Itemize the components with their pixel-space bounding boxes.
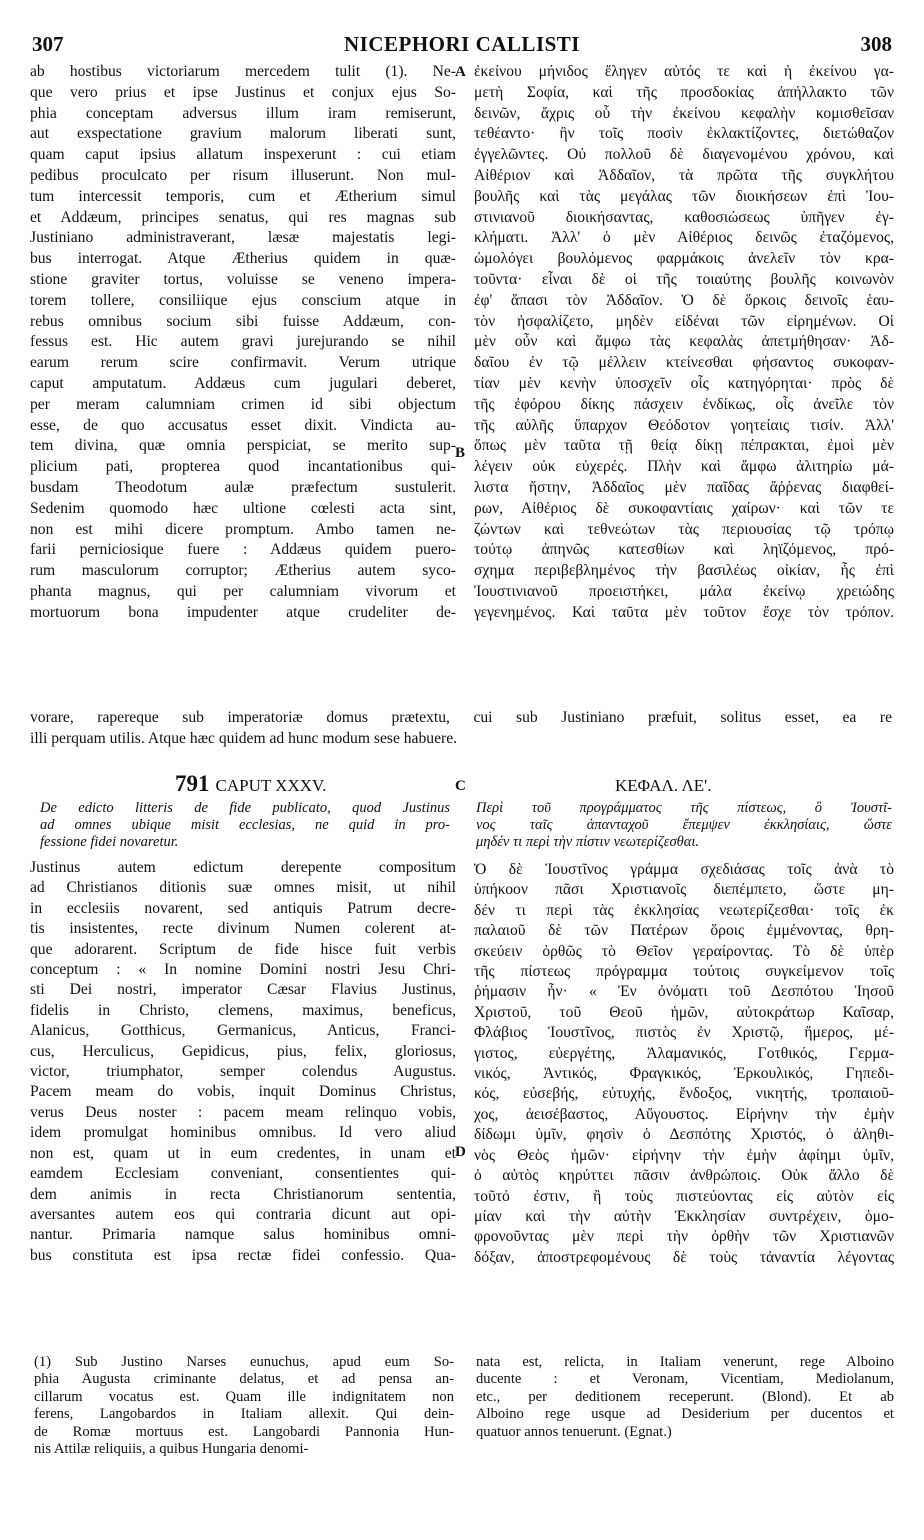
text-line: sti Dei nostri, imperator Cæsar Flavius Justinus,: [30, 981, 456, 999]
margin-letter-c: C: [455, 778, 466, 794]
text-line: βουλῆς καὶ τὰς μεγάλας τῶν διοικήσεων ἐπὶ Ἰου-: [474, 187, 894, 205]
text-line: ad Christianos ditionis suæ omnes misit, ut nihil: [30, 879, 456, 897]
text-line: busdam Theodotum aulæ præfectum sustulerit.: [30, 478, 456, 496]
text-line: Ἰουστινιανοῦ προειστήκει, μάλα ἐκείνῳ χρειώδης: [474, 582, 894, 600]
text-line: idem promulgat hominibus omnibus. Id vero aliud: [30, 1124, 456, 1142]
column-number: 791: [175, 771, 210, 796]
text-line: ἐκείνου μήνιδος ἔληγεν αὐτός τε καὶ ἡ ἐκείνου γα-: [474, 63, 894, 80]
margin-letter-b: B: [455, 445, 466, 461]
latin-column-upper: [30, 62, 456, 624]
text-line: κλήματι. Ἀλλ' ὁ μὲν Αἰθέριος δεινῶς ἐταζόμενος,: [474, 229, 894, 247]
text-line: pedibus proculcato per risum illuserunt. Non mul-: [30, 166, 456, 184]
text-line: ab hostibus victoriarum mercedem tulit (1). Ne-: [30, 63, 456, 80]
footnote-right: [476, 1354, 894, 1441]
text-line: earum rerum scire confirmavit. Verum utrique: [30, 354, 456, 372]
text-line: τούτῳ ἀπηνῶς κατεσθίων καὶ ληϊζόμενος, πρό-: [474, 541, 894, 559]
page-header: [26, 32, 898, 58]
text-line: in ecclesiis novarent, sed antiquis Patrum decre-: [30, 899, 456, 917]
text-line: τοῦτό ἐστιν, ἢ τοὺς πιστεύοντας εἰς αὐτὸν εἰς: [474, 1187, 894, 1205]
text-line: vorare, rapereque sub imperatoriæ domus prætextu, cui sub Justiniano præfuit, solitus esset, ea re: [30, 709, 892, 726]
text-line: non est mihi dicere promptum. Ambo tamen ne-: [30, 520, 456, 538]
footnote-line: quatuor annos tenuerunt. (Egnat.): [476, 1423, 672, 1440]
text-line: plicium pati, propterea quod incantationibus qui-: [30, 458, 456, 476]
text-line: δαῖου ἐν τῷ μέλλειν κτείνεσθαι φήσαντος συκοφαν-: [474, 354, 894, 372]
text-line: fessus est. Hic autem gravi jurejurando se nihil: [30, 333, 456, 351]
footnote-line: cillarum vocatus est. Quam ille indignitatem non: [34, 1388, 454, 1405]
text-line: quam caput ipsius allatum inspexerunt : cui etiam: [30, 146, 456, 164]
text-line: τεθέαντο· ἣν τοῖς ποσὶν ἐκλακτίζοντες, διετώθαζον: [474, 125, 894, 143]
text-line: γιστος, εὐεργέτης, Ἀλαμανικός, Γοτθικός, Γερμα-: [474, 1044, 894, 1062]
text-line: Alanicus, Gotthicus, Germanicus, Anticus, Franci-: [30, 1022, 456, 1040]
full-width-text: [30, 708, 892, 750]
text-line: γεγενημένος. Καὶ ταῦτα μὲν τοῦτον ἔσχε τὸν τρόπον.: [474, 603, 894, 621]
subtitle-line: νος ταῖς ἁπανταχοῦ ἔπεμψεν ἐκκλησίαις, ὥστε: [476, 817, 892, 833]
text-line: phanta magnus, qui per calumniam vivorum et: [30, 582, 456, 600]
text-line: non est, quam ut in eum credentes, in unam et: [30, 1144, 456, 1162]
text-line: ἐφ' ἅπασι τὸν Ἀδδαῖον. Ὁ δὲ ὅρκοις δεινοῖς ἑαυ-: [474, 291, 894, 309]
text-line: caput amputatum. Addæus cum jugulari deberet,: [30, 374, 456, 392]
greek-column-upper: [474, 62, 894, 624]
text-line: τῆς αὐλῆς ὕπαρχον Θεόδοτον γοητείαις τισίν. Ἀλλ': [474, 416, 894, 434]
text-line: παλαιοῦ δὲ τῶν Πατέρων ὅροις ἐμμένοντας, θρη-: [474, 922, 894, 940]
subtitle-line: Περὶ τοῦ προγράμματος τῆς πίστεως, ὃ Ἰουστῖ-: [476, 800, 892, 816]
margin-letter-d: D: [455, 1144, 466, 1160]
caput-heading: CAPUT XXXV.: [215, 776, 327, 795]
text-line: Ὁ δὲ Ἰουστῖνος γράμμα σχεδιάσας τοῖς ἀνὰ τὸ: [474, 861, 894, 878]
text-line: rum masculorum corruptor; Ætherius autem syco-: [30, 562, 456, 580]
text-line: bus interrogat. Atque Ætherius quidem in quæ-: [30, 250, 456, 268]
text-line: τὸν ἠσφαλίζετο, μηδὲν εἰδέναι τῶν εἰρημένων. Οἱ: [474, 312, 894, 330]
text-line: farii perniciosique fuere : Addæus quidem puero-: [30, 541, 456, 559]
subtitle-line: fessione fidei novaretur.: [40, 834, 179, 850]
text-line: stione graviter tortus, voluisse se veneno impera-: [30, 270, 456, 288]
latin-chapter-heading: [175, 771, 326, 797]
latin-chapter-subtitle: [40, 800, 450, 851]
text-line: et Addæum, principes senatus, qui res magnas sub: [30, 208, 456, 226]
footnote-line: de Romæ mortuus est. Langobardi Pannonia Hun-: [34, 1423, 454, 1440]
footnote-line: nata est, relicta, in Italiam venerunt, rege Alboino: [476, 1354, 894, 1370]
text-line: Sedenim quomodo hæc ultione cœlesti acta sint,: [30, 499, 456, 517]
text-line: ὁ αὐτὸς κηρύττει πᾶσιν ἀνθρώποις. Οὐκ ἄλλο δὲ: [474, 1167, 894, 1185]
text-line: Αἰθέριον καὶ Ἀδδαῖον, τὰ πρῶτα τῆς συγκλήτου: [474, 166, 894, 184]
text-line: νικός, Ἀντικός, Φραγκικός, Ἐρκουλικός, Γηπεδι-: [474, 1065, 894, 1083]
text-line: ὑπήκοον πᾶσι Χριστιανοῖς διεπέμπετο, ὥστε μη-: [474, 881, 894, 899]
text-line: per meram calumniam crimen id sibi objectum: [30, 395, 456, 413]
text-line: ἐγγελῶντες. Οὐ πολλοῦ δὲ διαγενομένου χρόνου, καὶ: [474, 146, 894, 164]
page-number-left: 307: [32, 32, 64, 56]
text-line: φρονοῦντας μὲν περὶ τὴν ὀρθὴν τῶν Χριστιανῶν: [474, 1228, 894, 1246]
text-line: μὲν οὖν καὶ ἄμφω τὰς κεφαλὰς ἀπετμήθησαν· Ἀδ-: [474, 333, 894, 351]
text-line: λέγειν οὐκ εὐχερές. Πλὴν καὶ ἄμφω ἀλιτηρίω μά-: [474, 458, 894, 476]
text-line: esse, de quo accusatus esset dixit. Vindicta au-: [30, 416, 456, 434]
text-line: victor, triumphator, semper colendus Augustus.: [30, 1063, 456, 1081]
footnote-line: etc., per deditionem receperunt. (Blond). Et ab: [476, 1388, 894, 1405]
text-line: μετὴ Σοφία, καὶ τῆς προσδοκίας ἀπήλλακτο τῶν: [474, 83, 894, 101]
page-number-right: 308: [860, 32, 892, 56]
footnote-line: (1) Sub Justino Narses eunuchus, apud eum So-: [34, 1354, 454, 1370]
text-line: mortuorum bona impudenter atque crudeliter de-: [30, 603, 456, 621]
text-line: Justinus autem edictum derepente compositum: [30, 859, 456, 876]
footnote-line: ducente : et Veronam, Vicentiam, Mediolanum,: [476, 1371, 894, 1388]
margin-letter-a: A: [455, 64, 466, 80]
text-line: δέν τι περὶ τὰς ἐκκλησίας νεωτερίζεσθαι· τοῖς ἐκ: [474, 901, 894, 919]
text-line: aversantes autem eos qui contraria dicunt aut opi-: [30, 1205, 456, 1223]
latin-column-chapter: [30, 858, 456, 1266]
footnote-line: phia Augusta criminante delatus, et ad pensa an-: [34, 1371, 454, 1388]
greek-column-chapter: [474, 860, 894, 1268]
text-line: δόξαν, ἀποστρεφομένους δὲ τοὺς τἀναντία λέγοντας: [474, 1248, 894, 1266]
text-line: μίαν καὶ τὴν αὐτὴν Ἐκκλησίαν συντρέχειν, ὁμο-: [474, 1207, 894, 1225]
text-line: στινιανοῦ διοικήσαντας, καθοσιώσεως ὑπῆγεν ἐγ-: [474, 208, 894, 226]
text-line: χος, ἀεισέβαστος, Αὔγουστος. Εἰρήνην τὴν ἐμὴν: [474, 1105, 894, 1123]
subtitle-line: De edicto litteris de fide publicato, quod Justinus: [40, 800, 450, 816]
text-line: dem animis in recta Christianorum sententia,: [30, 1185, 456, 1203]
text-line: ζώντων καὶ τεθνεώτων τὰς περιουσίας τῷ τρόπῳ: [474, 520, 894, 538]
text-line: ῥήμασιν ἦν· « Ἐν ὀνόματι τοῦ Δεσπότου Ἰησοῦ: [474, 983, 894, 1001]
subtitle-line: ad omnes ubique misit ecclesias, ne quid in pro-: [40, 817, 450, 833]
text-line: τῆς ἐφόρου δίκης πάσχειν ἐνδίκως, οἷς ἀνεῖλε τὸν: [474, 395, 894, 413]
text-line: conceptum : « In nomine Domini nostri Jesu Chri-: [30, 961, 456, 979]
text-line: ὡμολόγει βουλόμενος φαρμάκοις ἀνελεῖν τὸν κρα-: [474, 250, 894, 268]
footnote-line: Alboino rege usque ad Desiderium per ducentos et: [476, 1406, 894, 1423]
text-line: tum intercessit temporis, cum et Ætherium simul: [30, 187, 456, 205]
text-line: eamdem Ecclesiam conveniant, consentientes qui-: [30, 1165, 456, 1183]
text-line: que vero prius et ipse Justinus et conjux ejus So-: [30, 83, 456, 101]
footnote-left: [34, 1354, 454, 1458]
text-line: ὅπως μὲν ταῦτα τῇ θείᾳ δίκῃ πέπρακται, ἐμοὶ μὲν: [474, 437, 894, 455]
text-line: τοῦντα· εἶναι δὲ οἱ τῆς τοιαύτης βουλῆς κοινωνὸν: [474, 270, 894, 288]
text-line: illi perquam utilis. Atque hæc quidem ad hunc modum sese habuere.: [30, 729, 458, 747]
text-line: δεινῶν, ἄχρις οὗ τὴν ἐκείνου κεφαλὴν κομισθεῖσαν: [474, 104, 894, 122]
text-line: νὸς Θεὸς ἡμῶν· εἰρήνην τὴν ἐμὴν ἀφίημι ὑμῖν,: [474, 1146, 894, 1164]
text-line: Justiniano administraverant, læsæ majestatis legi-: [30, 229, 456, 247]
text-line: que adorarent. Scriptum de fide hisce fuit verbis: [30, 940, 456, 958]
greek-chapter-heading: ΚΕΦΑΛ. ΛΕ'.: [615, 776, 712, 795]
text-line: nantur. Primaria namque salus hominibus omni-: [30, 1226, 456, 1244]
subtitle-line: μηδέν τι περὶ τὴν πίστιν νεωτερίζεσθαι.: [476, 834, 699, 850]
text-line: cus, Herculicus, Gepidicus, pius, felix, gloriosus,: [30, 1042, 456, 1060]
text-line: aut exspectatione gravium malorum liberati sunt,: [30, 125, 456, 143]
text-line: rebus omnibus socium sibi fuisse Addæum, con-: [30, 312, 456, 330]
text-line: Φλάβιος Ἰουστῖνος, πιστὸς ἐν Χριστῷ, ἥμερος, μέ-: [474, 1024, 894, 1042]
text-line: σκεύειν ὀρθῶς τὸ Θεῖον γεραίροντας. Τὸ δὲ ὑπὲρ: [474, 942, 894, 960]
text-line: Χριστοῦ, τοῦ Θεοῦ ἡμῶν, αὐτοκράτωρ Καῖσαρ,: [474, 1003, 894, 1021]
text-line: torem tollere, consiliique ejus conscium atque in: [30, 291, 456, 309]
text-line: verus Deus noster : pacem meam relinquo vobis,: [30, 1103, 456, 1121]
running-title: NICEPHORI CALLISTI: [344, 32, 580, 56]
text-line: tem divina, quæ omnia perspiciat, se merito sup-: [30, 437, 456, 455]
footnote-line: nis Attilæ reliquiis, a quibus Hungaria denomi-: [34, 1441, 309, 1458]
text-line: σχημα περιβεβλημένος τὴν βασιλέως οἰκίαν, ἧς ἐπὶ: [474, 562, 894, 580]
text-line: phia conceptam adversus illum iram remiserunt,: [30, 104, 456, 122]
text-line: λιστα ἤστην, Ἀδδαῖος μὲν παῖδας ἄῤῥενας διαφθεί-: [474, 478, 894, 496]
text-line: bus constituta est ipsa rectæ fidei confessio. Qua-: [30, 1246, 456, 1264]
text-line: fidelis in Christo, clemens, maximus, beneficus,: [30, 1001, 456, 1019]
footnote-line: ferens, Langobardos in Italiam allexit. Qui dein-: [34, 1406, 454, 1423]
text-line: κός, εὐσεβής, εὐτυχής, ἔνδοξος, νικητής, τροπαιοῦ-: [474, 1085, 894, 1103]
text-line: ρων, Αἰθέριος δὲ συκοφαντίαις χαίρων· καὶ τῶν τε: [474, 499, 894, 517]
text-line: δίδωμι ὑμῖν, φησὶν ὁ Δεσπότης Χριστός, ὁ ἀληθι-: [474, 1126, 894, 1144]
text-line: τῆς πίστεως πρόγραμμα τούτοις συγκείμενον τοῖς: [474, 963, 894, 981]
text-line: Pacem meam do vobis, inquit Dominus Christus,: [30, 1083, 456, 1101]
text-line: tis insistentes, recte divinum Numen colerent at-: [30, 920, 456, 938]
greek-chapter-subtitle: [476, 800, 892, 851]
text-line: τίαν μὲν κενὴν ὑποσχεῖν οἷς κατηγόρηται· πρὸς δὲ: [474, 374, 894, 392]
